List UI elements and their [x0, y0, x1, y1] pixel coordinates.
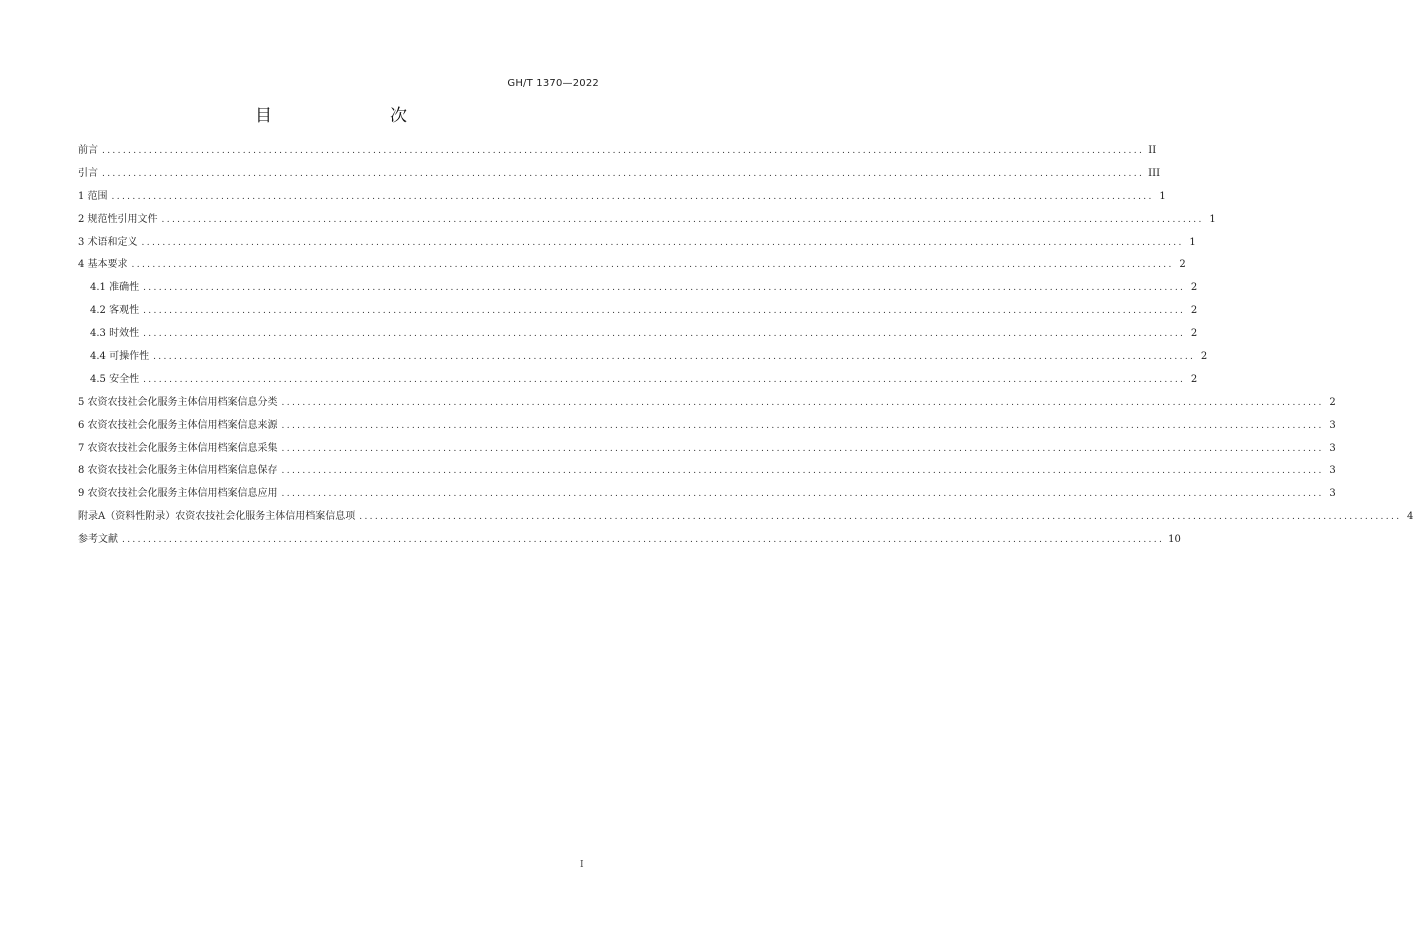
toc-entry-label: 5 农资农技社会化服务主体信用档案信息分类: [78, 396, 278, 408]
toc-entry-label: 2 规范性引用文件: [78, 213, 158, 225]
toc-entry[interactable]: [78, 349, 1208, 372]
toc-entry-label: 4.3 时效性: [90, 328, 140, 340]
toc-entry-page: 2: [1329, 396, 1336, 408]
toc-entry[interactable]: [78, 395, 1336, 418]
toc-entry[interactable]: [78, 532, 1181, 555]
toc-entry-page: III: [1148, 167, 1161, 179]
toc-entry[interactable]: [78, 463, 1336, 486]
toc-entry-page: 2: [1179, 259, 1186, 271]
toc-entry-label: 4.4 可操作性: [90, 351, 150, 363]
toc-entry-page: 3: [1329, 488, 1336, 500]
toc-entry-page: 4: [1407, 511, 1413, 523]
toc-entry-label: 7 农资农技社会化服务主体信用档案信息采集: [78, 442, 278, 454]
toc-entry-page: 1: [1159, 190, 1166, 202]
toc-entry[interactable]: [78, 486, 1336, 509]
toc-entry-label: 4 基本要求: [78, 259, 128, 271]
page-number: I: [580, 860, 584, 870]
toc-entry-label: 6 农资农技社会化服务主体信用档案信息来源: [78, 419, 278, 431]
toc-entry-label: 引言: [78, 167, 98, 179]
toc-entry[interactable]: [78, 189, 1166, 212]
toc-leader-dots: ........................................................................................................................................................................................................: [161, 214, 1204, 225]
toc-leader-dots: ........................................................................................................................................................................................................: [153, 352, 1196, 363]
table-of-contents: [78, 143, 1413, 555]
toc-leader-dots: ........................................................................................................................................................................................................: [122, 535, 1165, 546]
toc-leader-dots: ........................................................................................................................................................................................................: [143, 306, 1186, 317]
toc-entry-page: 2: [1190, 328, 1198, 340]
toc-entry[interactable]: [78, 143, 1157, 166]
toc-leader-dots: ........................................................................................................................................................................................................: [141, 237, 1184, 248]
toc-leader-dots: ........................................................................................................................................................................................................: [102, 168, 1145, 179]
toc-entry[interactable]: [78, 280, 1198, 303]
toc-entry-label: 9 农资农技社会化服务主体信用档案信息应用: [78, 488, 278, 500]
toc-entry-label: 3 术语和定义: [78, 236, 138, 248]
standard-code: GH/T 1370—2022: [507, 78, 599, 89]
toc-entry-label: 4.1 准确性: [90, 282, 140, 294]
toc-entry-page: 10: [1168, 534, 1181, 546]
toc-entry-page: 1: [1189, 236, 1196, 248]
toc-leader-dots: ........................................................................................................................................................................................................: [359, 512, 1402, 523]
toc-entry-label: 4.5 安全性: [90, 373, 140, 385]
toc-leader-dots: ........................................................................................................................................................................................................: [281, 397, 1324, 408]
toc-entry[interactable]: [78, 441, 1336, 464]
toc-entry-label: 附录A（资料性附录）农资农技社会化服务主体信用档案信息项: [78, 511, 356, 523]
toc-leader-dots: ........................................................................................................................................................................................................: [102, 146, 1145, 156]
toc-entry-label: 前言: [78, 145, 98, 156]
toc-entry-page: 3: [1329, 442, 1336, 454]
toc-entry-page: 2: [1190, 373, 1198, 385]
toc-leader-dots: ........................................................................................................................................................................................................: [143, 283, 1186, 294]
toc-entry-label: 1 范围: [78, 190, 108, 202]
toc-entry-page: II: [1148, 145, 1157, 156]
toc-leader-dots: ........................................................................................................................................................................................................: [281, 489, 1324, 500]
toc-leader-dots: ........................................................................................................................................................................................................: [111, 191, 1154, 202]
toc-entry[interactable]: [78, 303, 1198, 326]
toc-leader-dots: ........................................................................................................................................................................................................: [143, 374, 1186, 385]
toc-entry-label: 8 农资农技社会化服务主体信用档案信息保存: [78, 465, 278, 477]
toc-entry-page: 3: [1329, 465, 1336, 477]
toc-entry[interactable]: [78, 509, 1413, 532]
toc-entry-label: 参考文献: [78, 534, 118, 546]
toc-entry[interactable]: [78, 372, 1198, 395]
toc-leader-dots: ........................................................................................................................................................................................................: [143, 329, 1186, 340]
toc-entry-page: 2: [1200, 351, 1208, 363]
toc-entry-page: 2: [1190, 282, 1198, 294]
toc-leader-dots: ........................................................................................................................................................................................................: [281, 420, 1324, 431]
toc-leader-dots: ........................................................................................................................................................................................................: [281, 443, 1324, 454]
toc-entry-label: 4.2 客观性: [90, 305, 140, 317]
toc-entry[interactable]: [78, 235, 1196, 258]
toc-entry[interactable]: [78, 257, 1186, 280]
toc-entry[interactable]: [78, 166, 1161, 189]
toc-leader-dots: ........................................................................................................................................................................................................: [281, 466, 1324, 477]
toc-entry-page: 1: [1209, 213, 1216, 225]
toc-leader-dots: ........................................................................................................................................................................................................: [131, 260, 1174, 271]
toc-entry[interactable]: [78, 212, 1216, 235]
toc-entry-page: 2: [1190, 305, 1198, 317]
toc-entry[interactable]: [78, 326, 1198, 349]
toc-entry-page: 3: [1329, 419, 1336, 431]
toc-entry[interactable]: [78, 418, 1336, 441]
page-title: 目 次: [255, 106, 435, 126]
